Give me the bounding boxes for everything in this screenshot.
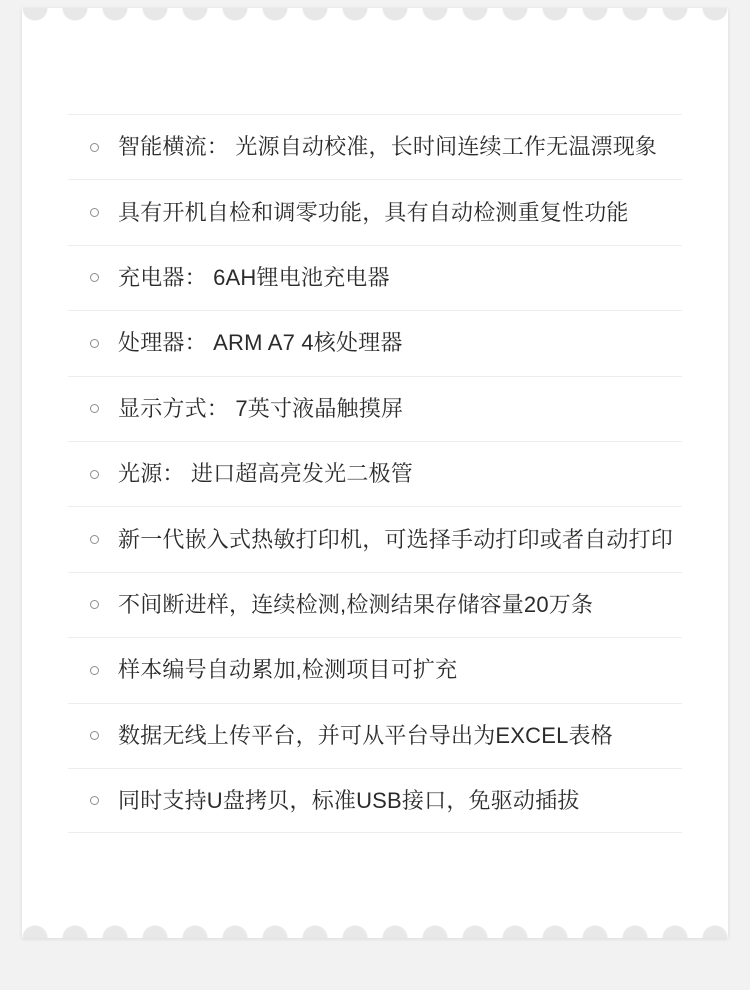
list-item bbox=[68, 572, 682, 637]
card-bottom-notch-strip bbox=[22, 912, 728, 938]
spec-item-text: 新一代嵌入式热敏打印机，可选择手动打印或者自动打印 bbox=[118, 526, 674, 552]
circle-outline-icon bbox=[90, 404, 99, 413]
list-item bbox=[68, 506, 682, 571]
list-item bbox=[68, 310, 682, 375]
circle-outline-icon bbox=[90, 666, 99, 675]
circle-outline-icon bbox=[90, 143, 99, 152]
list-item bbox=[68, 637, 682, 702]
list-item bbox=[68, 376, 682, 441]
spec-item-text: 具有开机自检和调零功能，具有自动检测重复性功能 bbox=[118, 199, 629, 225]
circle-outline-icon bbox=[90, 796, 99, 805]
spec-item-text: 处理器： ARM A7 4核处理器 bbox=[118, 330, 403, 356]
circle-outline-icon bbox=[90, 470, 99, 479]
circle-outline-icon bbox=[90, 339, 99, 348]
list-item bbox=[68, 441, 682, 506]
circle-outline-icon bbox=[90, 600, 99, 609]
spec-item-text: 数据无线上传平台，并可从平台导出为EXCEL表格 bbox=[118, 722, 613, 748]
circle-outline-icon bbox=[90, 208, 99, 217]
list-item bbox=[68, 179, 682, 244]
list-item bbox=[68, 245, 682, 310]
list-item bbox=[68, 703, 682, 768]
list-item bbox=[68, 768, 682, 833]
spec-item-text: 显示方式： 7英寸液晶触摸屏 bbox=[118, 395, 404, 421]
list-item bbox=[68, 114, 682, 179]
spec-item-text: 样本编号自动累加,检测项目可扩充 bbox=[118, 657, 458, 683]
spec-item-text: 光源： 进口超高亮发光二极管 bbox=[118, 461, 413, 487]
spec-item-text: 智能横流： 光源自动校准，长时间连续工作无温漂现象 bbox=[118, 134, 658, 160]
circle-outline-icon bbox=[90, 273, 99, 282]
spec-item-text: 充电器： 6AH锂电池充电器 bbox=[118, 264, 390, 290]
spec-item-text: 不间断进样，连续检测,检测结果存储容量20万条 bbox=[118, 591, 594, 617]
specification-list bbox=[68, 114, 682, 833]
spec-item-text: 同时支持U盘拷贝，标准USB接口，免驱动插拔 bbox=[118, 787, 580, 813]
card-top-notch-strip bbox=[22, 8, 728, 34]
circle-outline-icon bbox=[90, 535, 99, 544]
circle-outline-icon bbox=[90, 731, 99, 740]
spec-card bbox=[22, 8, 728, 938]
